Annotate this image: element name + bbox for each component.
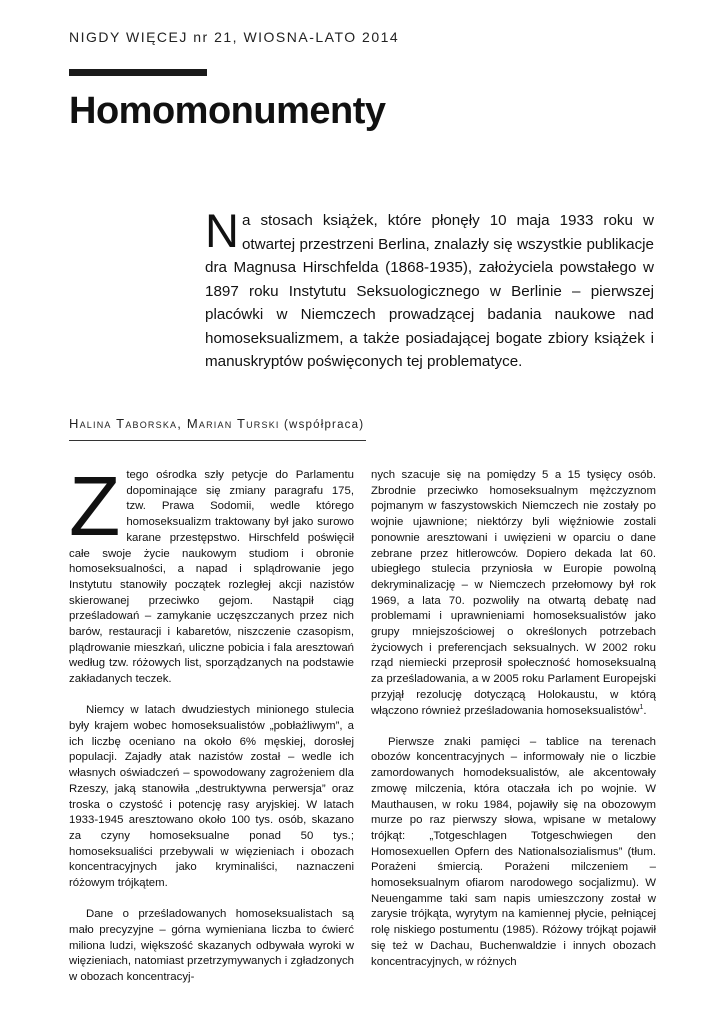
paragraph-1 [69, 459, 354, 688]
paragraph-2: Niemcy w latach dwudziestych minionego stulecia były krajem wobec homoseksualistów „pobłażliwym”, a ich liczbę oceniano na około 6% męskiej, dorosłej populacji. Zajadły atak nazistów został – wedle ich własnych oświadczeń – spowodowany zagrożeniem dla Rzeszy, jaką stanowiła „destruktywna perwersja” oraz troska o czystość i potencję rasy aryjskiej. W latach 1933-1945 aresztowano około 100 tys. osób, skazano za czyny homoseksualne ponad 50 tys.; homoseksualiści przebywali w więzieniach i obozach koncentracyjnych jako kryminaliści, naznaczeni różowym trójkątem. [69, 704, 354, 890]
body-dropcap: Z [69, 459, 121, 553]
title-rule [69, 69, 207, 76]
paragraph-5: Pierwsze znaki pamięci – tablice na terenach obozów koncentracyjnych – informowały nie o liczbie zamordowanych homodeksualistów, ale akcentowały zmowę milczenia, która otaczała ich po wojnie. W Mauthausen, w roku 1984, pojawiły się na obozowym murze po raz pierwszy słowa, wpisane w metalowy trójkąt: „Totgeschlagen Totgeschwiegen den Homosexuellen Opfern des Nationalsozialismus” (tłum. Porażeni śmiercią. Porażeni milczeniem – homoseksualnym ofiarom narodowego socjalizmu). W Neuengamme taki sam napis umieszczony został w zarysie trójkąta, wyrytym na kamiennej płycie, pełniącej rolę niskiego postumentu (1985). Różowy trójkąt pojawił się też w Dachau, Buchenwaldzie i innych obozach koncentracyjnych, w różnych [371, 735, 656, 968]
column-right [371, 468, 656, 970]
paragraph-1-text: tego ośrodka szły petycje do Parlamentu dopominające się zmiany paragrafu 175, tzw. Prawa Sodomii, wedle którego homoseksualizm traktowany był jako surowo karane przestępstwo. Hirschfeld poświęcił całe swoje życie naukowym studiom i obronie homoseksualności, a napad i splądrowanie jego Instytutu stanowiły początek rozległej akcji nazistów skierowanej przeciwko gejom. Nastąpił ciąg prześladowań – zamykanie uczęszczanych przez nich barów, restauracji i kabaretów, niszczenie czasopism, plądrowanie mieszkań, uliczne pobicia i fala aresztowań według tzw. różowych list, sporządzanych na podstawie zakładanych teczek. [69, 469, 354, 686]
byline-rule [69, 440, 366, 441]
column-left [69, 459, 354, 986]
running-head: NIGDY WIĘCEJ nr 21, WIOSNA-LATO 2014 [69, 29, 400, 45]
article-title: Homomonumenty [69, 90, 386, 132]
lead-dropcap: N [205, 204, 239, 257]
byline-authors: Halina Taborska, Marian Turski [69, 416, 280, 431]
paragraph-4-end: . [643, 704, 647, 717]
lead-text: a stosach książek, które płonęły 10 maja 1933 roku w otwartej przestrzeni Berlina, znalazły się wszystkie publikacje dra Magnusa Hirschfelda (1868-1935), założyciela powstałego w 1897 roku Instytutu Seksuologicznego w Berlinie – pierwszej placówki w Niemczech prowadzącej badania naukowe nad homoseksualizmem, a także posiadającej bogate zbiory książek i manuskryptów poświęconych tej problematyce. [205, 212, 654, 370]
byline [69, 416, 364, 431]
lead-paragraph [205, 204, 654, 374]
paragraph-4-text: nych szacuje się na pomiędzy 5 a 15 tysięcy osób. Zbrodnie przeciwko homoseksualnym mężczyznom pojmanym w faszystowskich Niemczech nie zostały po wojnie ujawnione; niektórzy byli więźniowie zostali ponownie aresztowani i uwięzieni w oparciu o dane zebrane przez hitlerowców. Dopiero dekada lat 60. ubiegłego stulecia przyniosła w Europie powolną dekryminalizację – w Niemczech przełomowy był rok 1969, a lata 70. pozwoliły na otwartą debatę nad problemami i uprawnieniami homoseksualistów jako grupy mniejszościowej o określonych potrzebach życiowych i preferencjach seksualnych. W 2002 roku rząd niemiecki przeprosił społeczność homoseksualną za prześladowania, a w 2005 roku Parlament Europejski przyjął rezolucję dotyczącą Holokaustu, w którą włączono również prześladowania homoseksualistów [371, 469, 656, 717]
paragraph-4 [371, 468, 656, 719]
footnote-ref[interactable]: 1 [639, 703, 644, 711]
paragraph-3: Dane o prześladowanych homoseksualistach są mało precyzyjne – górna wymieniana liczba to ćwierć miliona ludzi, większość skazanych odbywała wyroki w więzieniach, natomiast przetrzymywanych i zgładzonych w obozach koncentracyj- [69, 908, 354, 984]
byline-note: (współpraca) [284, 419, 365, 431]
